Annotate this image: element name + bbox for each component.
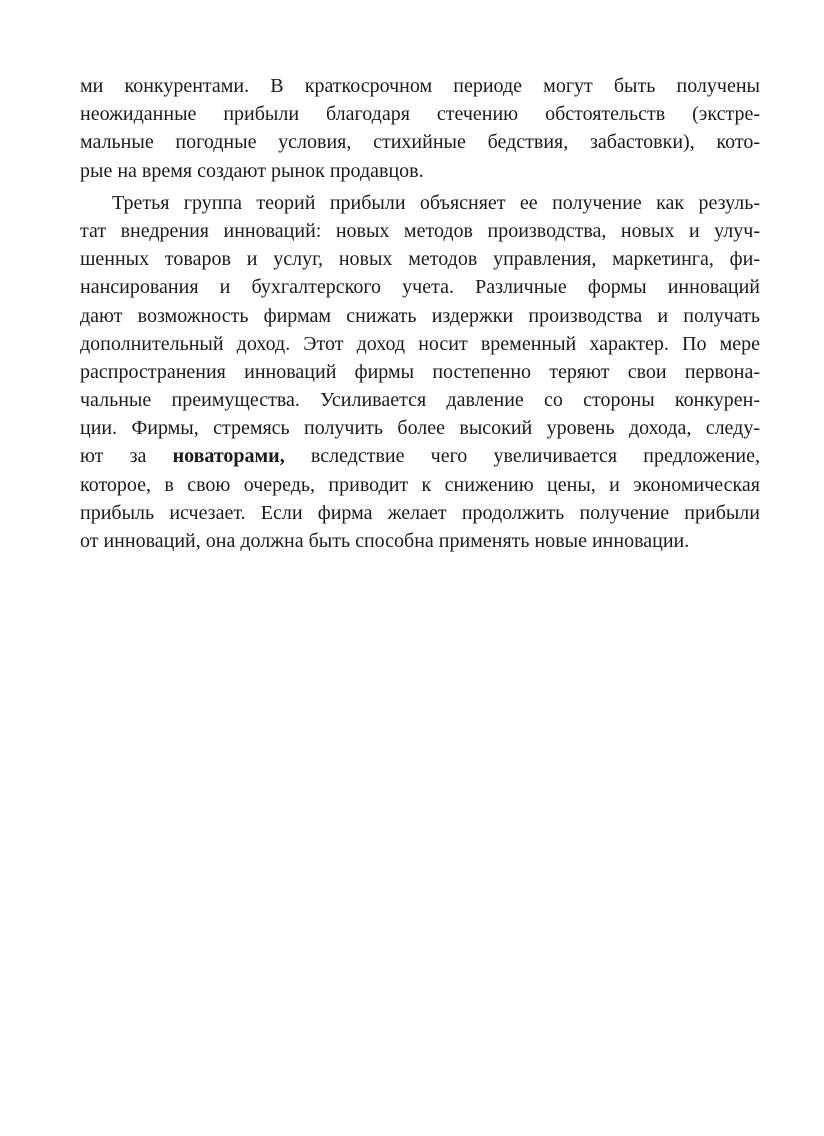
bold-term-innovators: новаторами, — [172, 445, 285, 468]
document-page — [80, 72, 760, 555]
text-line: неожиданные прибыли благодаря стечению обстоятельств (экстре- — [80, 103, 760, 126]
paragraph-2 — [80, 189, 760, 555]
text-line: рые на время создают рынок продавцов. — [80, 159, 424, 182]
text-line: Третья группа теорий прибыли объясняет ее получение как резуль- — [112, 191, 760, 214]
text-line: дополнительный доход. Этот доход носит временный характер. По мере — [80, 332, 760, 355]
text-line: ми конкурентами. В краткосрочном периоде могут быть получены — [80, 75, 760, 97]
text-line: шенных товаров и услуг, новых методов управления, маркетинга, фи- — [80, 248, 760, 271]
text-line: нансирования и бухгалтерского учета. Различные формы инноваций — [80, 276, 760, 299]
text-line: ции. Фирмы, стремясь получить более высокий уровень дохода, следу- — [80, 417, 760, 440]
text-line: чальные преимущества. Усиливается давление со стороны конкурен- — [80, 389, 760, 412]
paragraph-1 — [80, 72, 760, 185]
text-line: тат внедрения инноваций: новых методов производства, новых и улуч- — [80, 219, 760, 242]
text-line-with-emphasis — [80, 442, 760, 470]
text-line: распространения инноваций фирмы постепенно теряют свои первона- — [80, 360, 760, 383]
text-line: дают возможность фирмам снижать издержки производства и получать — [80, 304, 760, 327]
text-line: от инноваций, она должна быть способна применять новые инновации. — [80, 530, 690, 552]
text-segment: ют за — [80, 445, 173, 468]
text-line: которое, в свою очередь, приводит к снижению цены, и экономическая — [80, 473, 760, 496]
text-line: мальные погодные условия, стихийные бедствия, забастовки), кото- — [80, 131, 760, 154]
text-line: прибыль исчезает. Если фирма желает продолжить получение прибыли — [80, 501, 760, 524]
text-segment: вследствие чего увеличивается предложение, — [284, 445, 760, 468]
